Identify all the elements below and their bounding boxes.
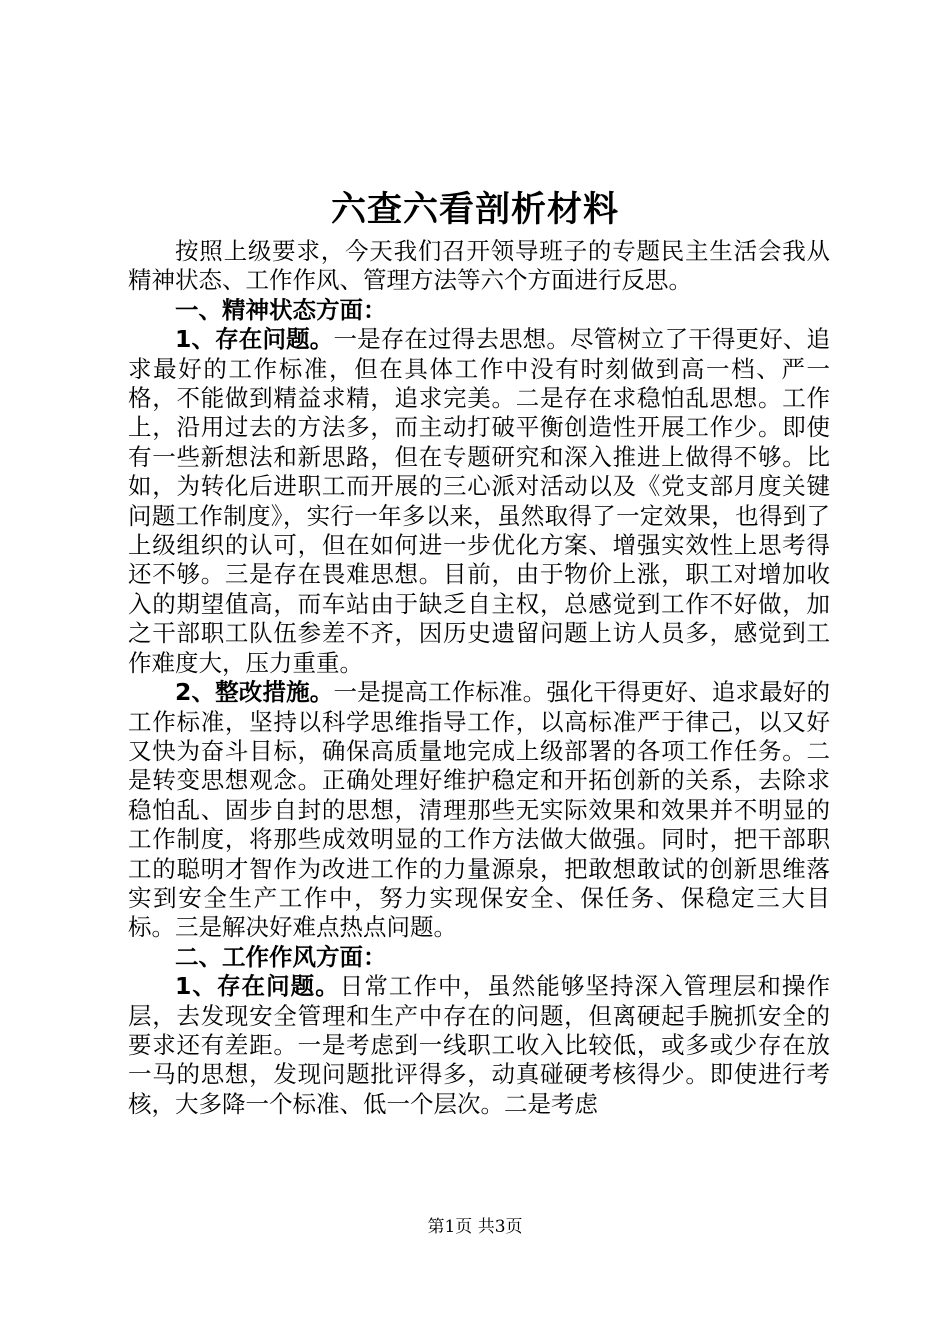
section2-item1-text: 日常工作中，虽然能够坚持深入管理层和操作层，去发现安全管理和生产中存在的问题，但离硬起手腕抓安全的要求还有差距。一是考虑到一线职工收入比较低，或多或少存在放一马的思想，发现问题批评得多，动真碰硬考核得少。即使进行考核，大多降一个标准、低一个层次。二是考虑 bbox=[128, 972, 830, 1118]
page-footer: 第1页 共3页 bbox=[427, 1217, 523, 1237]
intro-paragraph: 按照上级要求，今天我们召开领导班子的专题民主生活会我从精神状态、工作作风、管理方法等六个方面进行反思。 bbox=[128, 237, 830, 295]
section2-item1-lead: 1、存在问题。 bbox=[175, 972, 340, 1001]
section-heading-1: 一、精神状态方面： bbox=[175, 295, 387, 324]
section1-item1-paragraph bbox=[128, 325, 830, 678]
document-body bbox=[128, 237, 830, 1119]
section1-item1-lead: 1、存在问题。 bbox=[175, 325, 334, 354]
section1-item2-text: 一是提高工作标准。强化干得更好、追求最好的工作标准，坚持以科学思维指导工作，以高标准严于律己，以又好又快为奋斗目标，确保高质量地完成上级部署的各项工作任务。二是转变思想观念。正确处理好维护稳定和开拓创新的关系，去除求稳怕乱、固步自封的思想，清理那些无实际效果和效果并不明显的工作制度，将那些成效明显的工作方法做大做强。同时，把干部职工的聪明才智作为改进工作的力量源泉，把敢想敢试的创新思维落实到安全生产工作中，努力实现保安全、保任务、保稳定三大目标。三是解决好难点热点问题。 bbox=[128, 678, 831, 942]
document-title: 六查六看剖析材料 bbox=[330, 189, 619, 230]
section1-item1-text: 一是存在过得去思想。尽管树立了干得更好、追求最好的工作标准，但在具体工作中没有时刻做到高一档、严一格，不能做到精益求精，追求完美。二是存在求稳怕乱思想。工作上，沿用过去的方法多，而主动打破平衡创造性开展工作少。即使有一些新想法和新思路，但在专题研究和深入推进上做得不够。比如，为转化后进职工而开展的三心派对活动以及《党支部月度关键问题工作制度》，实行一年多以来，虽然取得了一定效果，也得到了上级组织的认可，但在如何进一步优化方案、增强实效性上思考得还不够。三是存在畏难思想。目前，由于物价上涨，职工对增加收入的期望值高，而车站由于缺乏自主权，总感觉到工作不好做，加之干部职工队伍参差不齐，因历史遗留问题上访人员多，感觉到工作难度大，压力重重。 bbox=[128, 325, 831, 677]
section1-item2-lead: 2、整改措施。 bbox=[175, 678, 334, 707]
section2-item1-paragraph bbox=[128, 972, 830, 1119]
section1-item2-paragraph bbox=[128, 678, 830, 943]
section-heading-2: 二、工作作风方面： bbox=[175, 942, 387, 971]
